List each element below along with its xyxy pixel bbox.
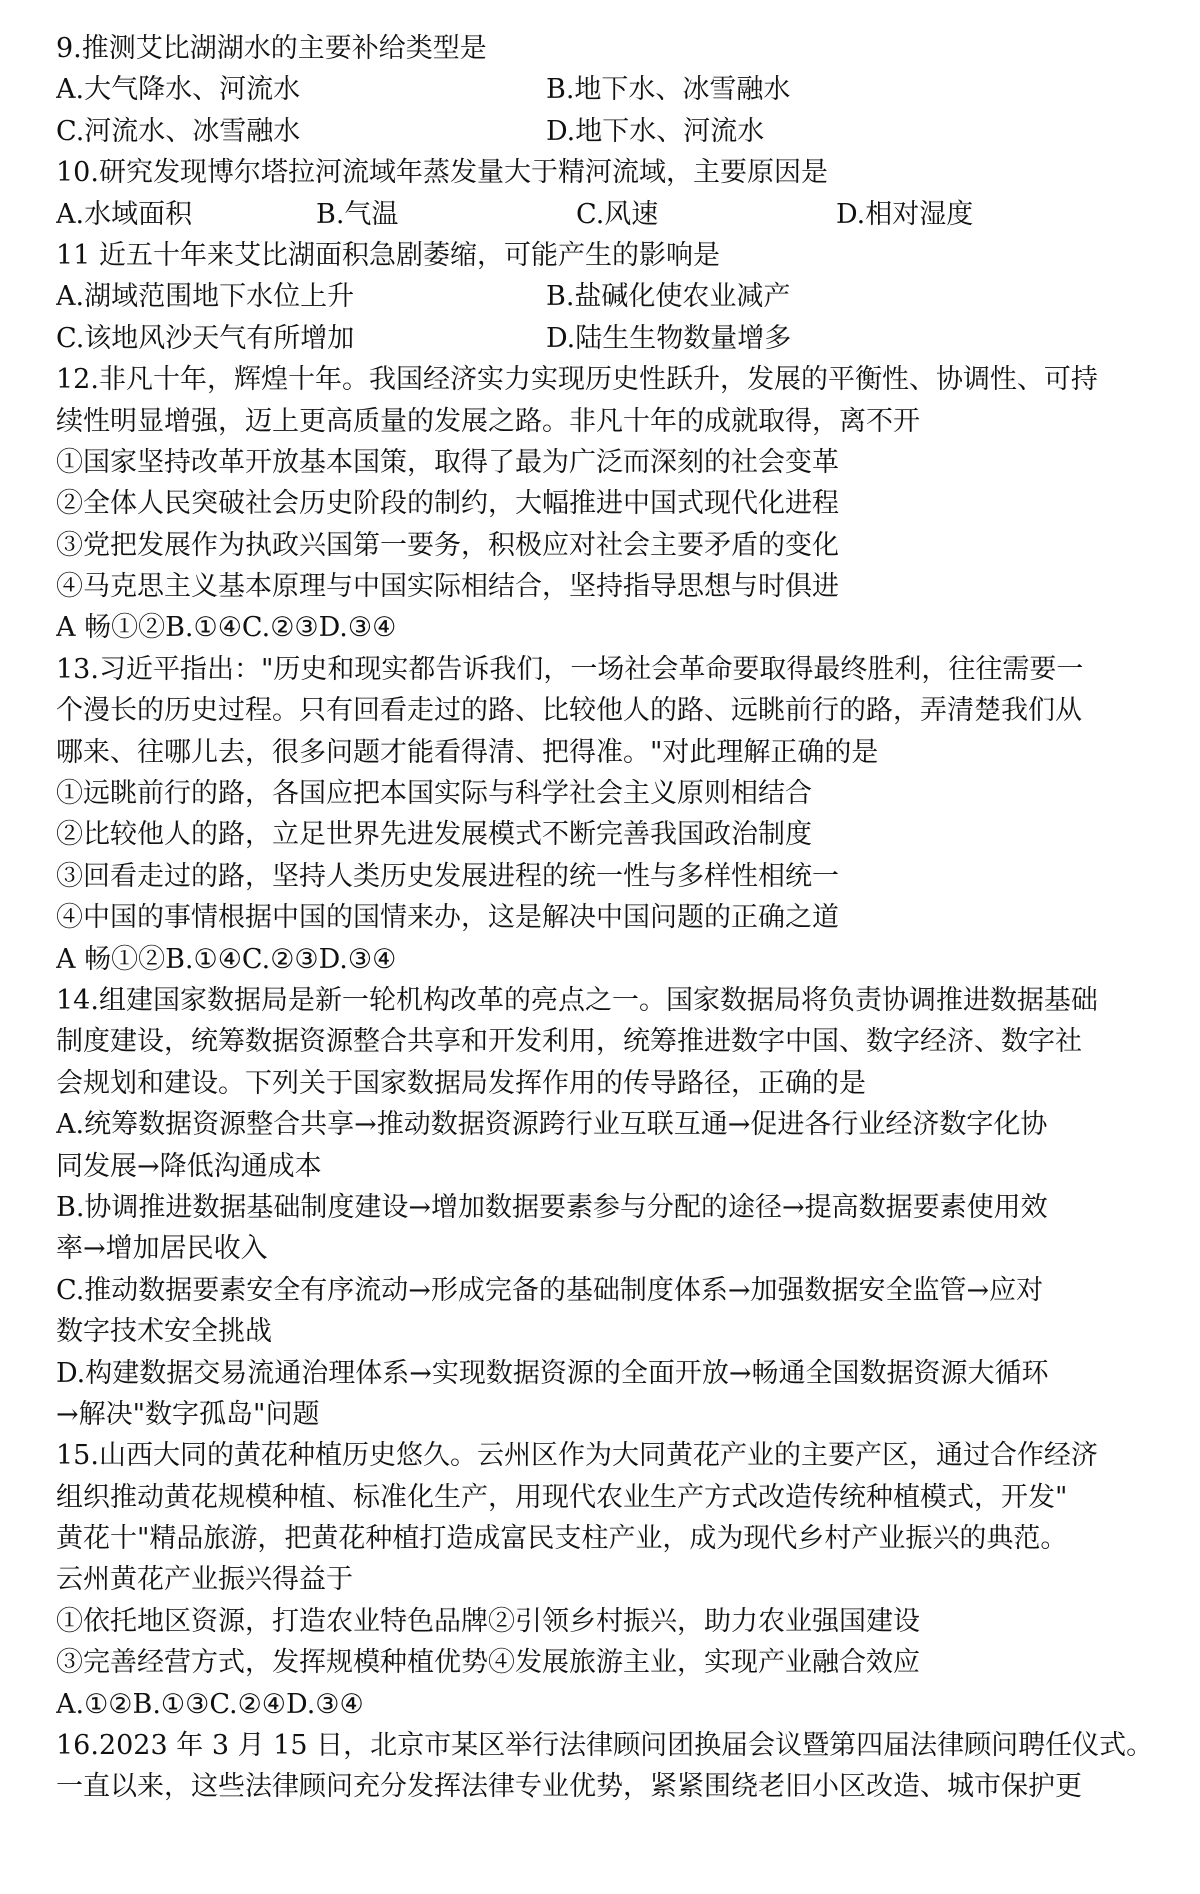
q9-option-c: C.河流水、冰雪融水 [56, 115, 301, 147]
q15-stem-line: 组织推动黄花规模种植、标准化生产，用现代农业生产方式改造传统种植模式，开发" [56, 1481, 1068, 1513]
q13-item-4: ④中国的事情根据中国的国情来办，这是解决中国问题的正确之道 [56, 902, 839, 934]
q13-item-3: ③回看走过的路，坚持人类历史发展进程的统一性与多样性相统一 [56, 860, 839, 892]
q9-options-row-1 [56, 69, 1164, 110]
q12-answer-options: A 畅①②B.①④C.②③D.③④ [56, 612, 397, 644]
q10-stem: 10.研究发现博尔塔拉河流域年蒸发量大于精河流域，主要原因是 [56, 157, 828, 189]
q12-item-2: ②全体人民突破社会历史阶段的制约，大幅推进中国式现代化进程 [56, 488, 839, 520]
q11-options-row-1 [56, 276, 1164, 317]
q14-stem-line: 会规划和建设。下列关于国家数据局发挥作用的传导路径，正确的是 [56, 1067, 866, 1099]
q16-stem-line: 一直以来，这些法律顾问充分发挥法律专业优势，紧紧围绕老旧小区改造、城市保护更 [56, 1771, 1082, 1803]
q14-option-a: A.统筹数据资源整合共享→推动数据资源跨行业互联互通→促进各行业经济数字化协 [56, 1109, 1048, 1141]
q11-option-a: A.湖域范围地下水位上升 [56, 281, 355, 313]
q10-options-row [56, 194, 1164, 235]
q15-stem-line: 云州黄花产业振兴得益于 [56, 1564, 353, 1596]
q13-stem-line: 个漫长的历史过程。只有回看走过的路、比较他人的路、远眺前行的路，弄清楚我们从 [56, 695, 1082, 727]
q9-option-d: D.地下水、河流水 [546, 115, 765, 147]
q10-option-a: A.水域面积 [56, 198, 193, 230]
q13-answer-options: A 畅①②B.①④C.②③D.③④ [56, 943, 397, 975]
q11-option-c: C.该地风沙天气有所增加 [56, 322, 355, 354]
q15-answer-options: A.①②B.①③C.②④D.③④ [56, 1688, 364, 1720]
q11-stem: 11 近五十年来艾比湖面积急剧萎缩，可能产生的影响是 [56, 239, 720, 271]
q10-option-b: B.气温 [316, 198, 399, 230]
q15-stem-line: 黄花十"精品旅游，把黄花种植打造成富民支柱产业，成为现代乡村产业振兴的典范。 [56, 1523, 1068, 1555]
q15-items-1-2: ①依托地区资源，打造农业特色品牌②引领乡村振兴，助力农业强国建设 [56, 1605, 920, 1637]
q14-option-a-cont: 同发展→降低沟通成本 [56, 1150, 322, 1182]
q14-option-b: B.协调推进数据基础制度建设→增加数据要素参与分配的途径→提高数据要素使用效 [56, 1191, 1048, 1223]
q11-options-row-2 [56, 318, 1164, 359]
q16-stem-line: 16.2023 年 3 月 15 日，北京市某区举行法律顾问团换届会议暨第四届法律顾问聘任仪式。 [56, 1730, 1154, 1762]
q12-stem-line: 12.非凡十年，辉煌十年。我国经济实力实现历史性跃升，发展的平衡性、协调性、可持 [56, 364, 1098, 396]
q12-item-1: ①国家坚持改革开放基本国策，取得了最为广泛而深刻的社会变革 [56, 446, 839, 478]
q13-stem-line: 13.习近平指出："历史和现实都告诉我们，一场社会革命要取得最终胜利，往往需要一 [56, 653, 1084, 685]
q12-item-3: ③党把发展作为执政兴国第一要务，积极应对社会主要矛盾的变化 [56, 529, 839, 561]
q14-stem-line: 14.组建国家数据局是新一轮机构改革的亮点之一。国家数据局将负责协调推进数据基础 [56, 984, 1098, 1016]
q9-options-row-2 [56, 111, 1164, 152]
q14-option-d-cont: →解决"数字孤岛"问题 [56, 1398, 320, 1430]
q9-stem: 9.推测艾比湖湖水的主要补给类型是 [56, 33, 487, 64]
q9-option-b: B.地下水、冰雪融水 [546, 74, 791, 106]
q15-stem-line: 15.山西大同的黄花种植历史悠久。云州区作为大同黄花产业的主要产区，通过合作经济 [56, 1440, 1098, 1472]
q9-option-a: A.大气降水、河流水 [56, 74, 301, 106]
q14-stem-line: 制度建设，统筹数据资源整合共享和开发利用，统筹推进数字中国、数字经济、数字社 [56, 1026, 1082, 1058]
q13-item-1: ①远眺前行的路，各国应把本国实际与科学社会主义原则相结合 [56, 778, 812, 810]
q11-option-b: B.盐碱化使农业减产 [546, 281, 791, 313]
q13-stem-line: 哪来、往哪儿去，很多问题才能看得清、把得准。"对此理解正确的是 [56, 736, 879, 768]
q13-item-2: ②比较他人的路，立足世界先进发展模式不断完善我国政治制度 [56, 819, 812, 851]
q11-option-d: D.陆生生物数量增多 [546, 322, 792, 354]
q12-stem-line: 续性明显增强，迈上更高质量的发展之路。非凡十年的成就取得，离不开 [56, 405, 920, 437]
q14-option-d: D.构建数据交易流通治理体系→实现数据资源的全面开放→畅通全国数据资源大循环 [56, 1357, 1049, 1389]
q14-option-c-cont: 数字技术安全挑战 [56, 1316, 272, 1348]
q10-option-c: C.风速 [576, 198, 659, 230]
q12-item-4: ④马克思主义基本原理与中国实际相结合，坚持指导思想与时俱进 [56, 571, 839, 603]
q14-option-b-cont: 率→增加居民收入 [56, 1233, 268, 1265]
q14-option-c: C.推动数据要素安全有序流动→形成完备的基础制度体系→加强数据安全监管→应对 [56, 1274, 1044, 1306]
q10-option-d: D.相对湿度 [836, 198, 974, 230]
q15-items-3-4: ③完善经营方式，发挥规模种植优势④发展旅游主业，实现产业融合效应 [56, 1647, 920, 1679]
